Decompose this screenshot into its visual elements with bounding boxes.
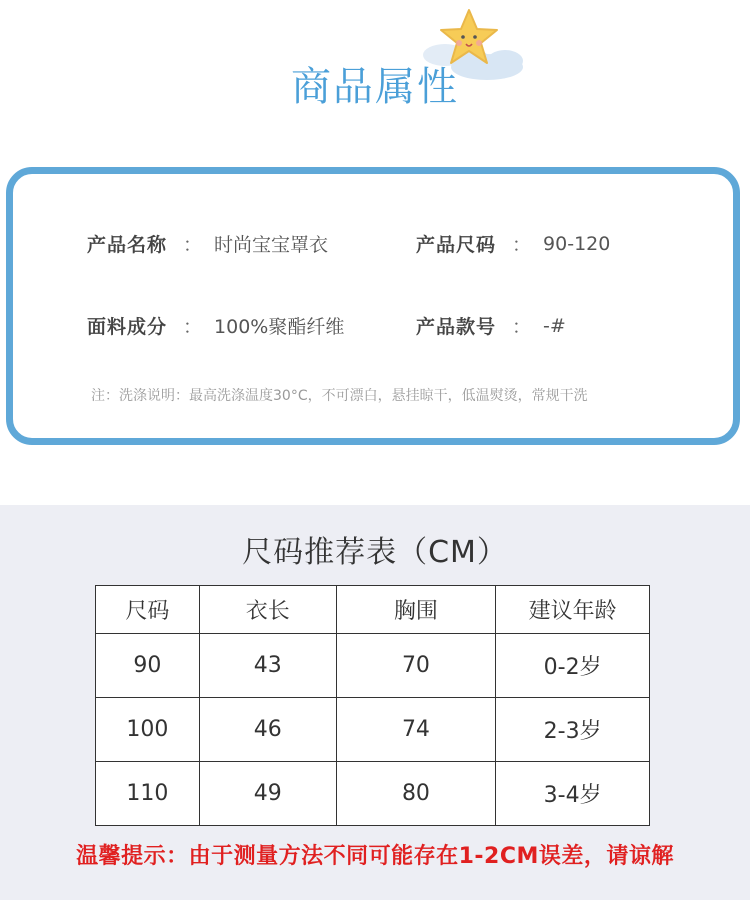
attr-product-size (416, 230, 610, 257)
table-cell: 90 (96, 634, 200, 698)
attr-colon: ： (512, 234, 532, 256)
table-cell: 100 (96, 698, 200, 762)
attr-product-name (87, 230, 328, 257)
header-size: 尺码 (96, 586, 200, 634)
size-chart-title: 尺码推荐表（CM） (242, 535, 508, 570)
attr-colon: ： (183, 316, 203, 338)
attr-label: 产品款号 (416, 316, 497, 338)
table-cell: 49 (199, 762, 336, 826)
attr-label: 产品尺码 (416, 234, 497, 256)
table-cell: 3-4岁 (496, 762, 650, 826)
warm-tip: 温馨提示：由于测量方法不同可能存在1-2CM误差，请谅解 (76, 844, 674, 869)
attr-value: -# (543, 314, 566, 337)
attributes-card (6, 167, 740, 445)
table-header-row (96, 586, 650, 634)
attr-colon: ： (183, 234, 203, 256)
attr-value: 100%聚酯纤维 (214, 316, 345, 338)
attr-style-number (416, 312, 566, 339)
size-chart-section (0, 505, 750, 900)
table-row (96, 634, 650, 698)
table-cell: 70 (336, 634, 496, 698)
table-cell: 74 (336, 698, 496, 762)
table-cell: 43 (199, 634, 336, 698)
attr-fabric (87, 312, 344, 339)
wash-note: 注：洗涤说明：最高洗涤温度30°C，不可漂白，悬挂晾干，低温熨烫，常规干洗 (91, 388, 588, 404)
table-cell: 2-3岁 (496, 698, 650, 762)
attr-value: 时尚宝宝罩衣 (214, 234, 329, 256)
attr-label: 面料成分 (87, 316, 168, 338)
page-title: 商品属性 (291, 64, 459, 110)
attr-label: 产品名称 (87, 234, 168, 256)
table-row (96, 698, 650, 762)
title-wrap (0, 55, 750, 112)
table-cell: 46 (199, 698, 336, 762)
table-cell: 110 (96, 762, 200, 826)
header-chest: 胸围 (336, 586, 496, 634)
table-cell: 0-2岁 (496, 634, 650, 698)
attr-value: 90-120 (543, 232, 611, 255)
header-length: 衣长 (199, 586, 336, 634)
table-row (96, 762, 650, 826)
attr-colon: ： (512, 316, 532, 338)
header-age: 建议年龄 (496, 586, 650, 634)
size-table (95, 585, 650, 826)
table-cell: 80 (336, 762, 496, 826)
